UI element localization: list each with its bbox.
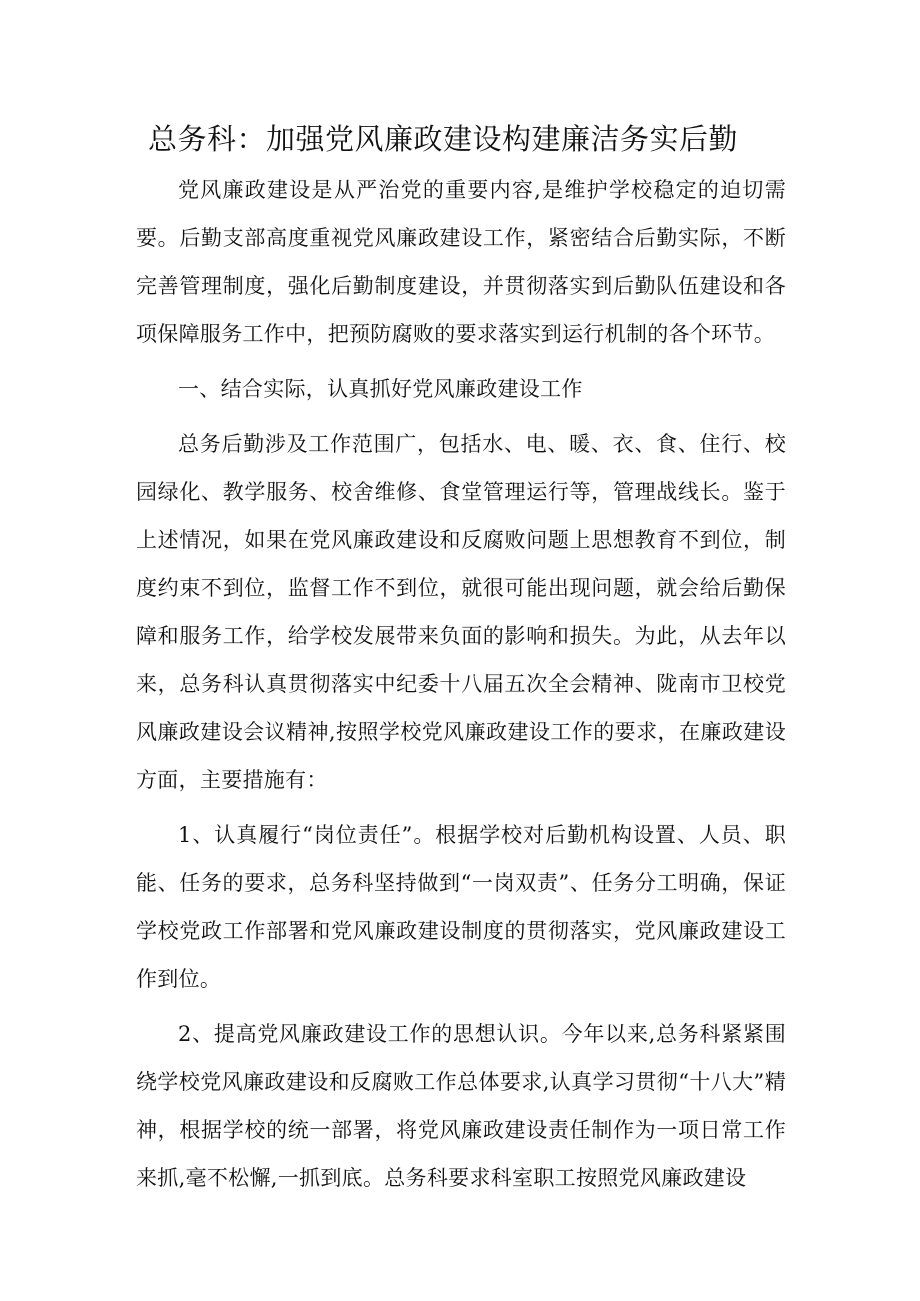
paragraph-item-1: 1、认真履行“岗位责任”。根据学校对后勤机构设置、人员、职能、任务的要求，总务科坚持做到“一岗双责”、任务分工明确，保证学校党政工作部署和党风廉政建设制度的贯彻落实，党风廉政建设工作到位。 bbox=[136, 823, 786, 991]
paragraph-scope: 总务后勤涉及工作范围广，包括水、电、暖、衣、食、住行、校园绿化、教学服务、校舍维修、食堂管理运行等，管理战线长。鉴于上述情况，如果在党风廉政建设和反腐败问题上思想教育不到位，制度约束不到位，监督工作不到位，就很可能出现问题，就会给后勤保障和服务工作，给学校发展带来负面的影响和损失。为此，从去年以来，总务科认真贯彻落实中纪委十八届五次全会精神、陇南市卫校党风廉政建设会议精神,按照学校党风廉政建设工作的要求，在廉政建设方面，主要措施有： bbox=[136, 432, 786, 792]
document-body bbox=[136, 166, 786, 1209]
paragraph-intro: 党风廉政建设是从严治党的重要内容,是维护学校稳定的迫切需要。后勤支部高度重视党风廉政建设工作，紧密结合后勤实际，不断完善管理制度，强化后勤制度建设，并贯彻落实到后勤队伍建设和各项保障服务工作中，把预防腐败的要求落实到运行机制的各个环节。 bbox=[136, 178, 786, 346]
paragraph-item-2: 2、提高党风廉政建设工作的思想认识。今年以来,总务科紧紧围绕学校党风廉政建设和反腐败工作总体要求,认真学习贯彻“十八大”精神，根据学校的统一部署，将党风廉政建设责任制作为一项日常工作来抓,毫不松懈,一抓到底。总务科要求科室职工按照党风廉政建设 bbox=[136, 1022, 786, 1190]
section-heading-1: 一、结合实际，认真抓好党风廉政建设工作 bbox=[178, 377, 583, 401]
document-title: 总务科：加强党风廉政建设构建廉洁务实后勤 bbox=[148, 122, 739, 156]
